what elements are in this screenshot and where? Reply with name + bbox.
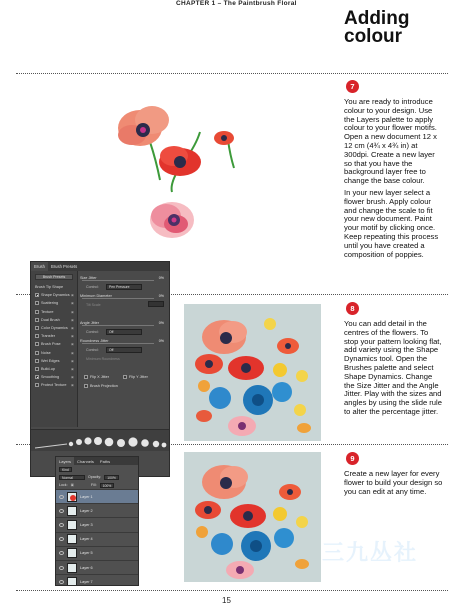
control-dropdown[interactable]: Off (106, 347, 142, 353)
size-jitter-row (80, 273, 168, 282)
checkbox[interactable] (35, 293, 39, 297)
brush-option[interactable] (31, 316, 77, 324)
visibility-eye-icon[interactable] (59, 580, 64, 584)
lock-icon: ▣ (70, 301, 74, 306)
lock-label: Lock: (59, 483, 68, 487)
layers-panel-tabs (56, 457, 138, 465)
control-label: Control: (86, 329, 99, 334)
brush-option[interactable] (31, 340, 77, 348)
lock-icon: ▣ (70, 383, 74, 388)
min-diameter-label: Minimum Diameter (80, 293, 112, 298)
brush-option-label: Protect Texture (41, 383, 67, 388)
tab-brush[interactable]: Brush (31, 262, 48, 271)
roundness-control-row (80, 345, 168, 354)
layers-panel-screenshot (55, 456, 139, 586)
brush-options-list (31, 271, 78, 427)
brush-projection-row (80, 381, 168, 390)
layer-row[interactable] (56, 517, 138, 531)
size-jitter-label: Size Jitter (80, 275, 97, 280)
min-diameter-value: 0% (158, 293, 164, 298)
step-7-text (344, 98, 444, 262)
layer-name: Layer 6 (80, 565, 93, 570)
fill-label: Fill: (91, 483, 97, 487)
layers-filter-toolbar (56, 465, 138, 473)
size-jitter-slider[interactable] (82, 280, 154, 281)
divider (16, 73, 448, 74)
layer-name: Layer 7 (80, 579, 93, 584)
kind-filter-dropdown[interactable]: Kind (59, 467, 72, 472)
opacity-label: Opacity: (88, 475, 102, 479)
roundness-jitter-row (80, 336, 168, 345)
flip-x-label: Flip X Jitter (90, 374, 109, 379)
layer-name: Layer 3 (80, 522, 93, 527)
checkbox[interactable] (35, 326, 39, 330)
brush-option[interactable] (31, 332, 77, 340)
brush-option[interactable] (31, 283, 77, 291)
lock-icon: ▣ (70, 350, 74, 355)
visibility-eye-icon[interactable] (59, 509, 64, 513)
opacity-field[interactable]: 100% (104, 475, 119, 480)
brush-option[interactable] (31, 308, 77, 316)
checkbox[interactable] (35, 359, 39, 363)
divider (171, 444, 448, 445)
lock-icon: ▣ (70, 334, 74, 339)
tilt-scale-field[interactable] (148, 301, 164, 307)
visibility-eye-icon[interactable] (59, 551, 64, 555)
fill-field[interactable]: 100% (100, 483, 115, 488)
divider (16, 444, 30, 445)
lock-icon: ▣ (70, 366, 74, 371)
divider (16, 590, 448, 591)
control-row (80, 282, 168, 291)
lock-icon: ▣ (70, 375, 74, 380)
layer-name: Layer 1 (80, 494, 93, 499)
spacer-row (80, 309, 168, 318)
lock-icon[interactable]: ▣ (70, 483, 74, 487)
visibility-eye-icon[interactable] (59, 495, 64, 499)
checkbox[interactable] (84, 375, 88, 379)
brush-option-label: Dual Brush (41, 317, 60, 322)
layer-thumbnail (67, 492, 77, 502)
step-number-badge: 8 (346, 302, 359, 315)
flower-pattern-image (184, 304, 321, 441)
tab-layers[interactable]: Layers (56, 457, 74, 465)
control-dropdown[interactable]: Off (106, 329, 142, 335)
brush-option[interactable] (31, 357, 77, 365)
roundness-jitter-slider[interactable] (82, 343, 154, 344)
running-head: CHAPTER 1 – The Paintbrush Floral (176, 0, 297, 7)
layers-blend-toolbar (56, 473, 138, 481)
step-paragraph: In your new layer select a flower brush. Apply colour and change the scale to fit your new document. Paint your motif by clicking once. Keep repeating this process until you have created a composition of poppies. (344, 187, 439, 259)
roundness-jitter-value: 0% (158, 338, 164, 343)
brush-option[interactable] (31, 381, 77, 389)
layer-row[interactable] (56, 574, 138, 586)
lock-icon: ▣ (70, 309, 74, 314)
brush-stroke-preview (31, 429, 170, 451)
brush-option-label: Scattering (41, 301, 59, 306)
layer-thumbnail (67, 520, 77, 530)
layer-thumbnail (67, 548, 77, 558)
brush-stroke-preview-art (31, 430, 170, 452)
control-label: Control: (86, 284, 99, 289)
brush-option-label: Build-up (41, 366, 55, 371)
page-number: 15 (222, 596, 231, 605)
brush-projection-label: Brush Projection (90, 383, 118, 388)
page-title: Adding colour (344, 8, 410, 47)
layer-row[interactable] (56, 503, 138, 517)
layer-name: Layer 5 (80, 551, 93, 556)
checkbox[interactable] (35, 351, 39, 355)
brush-option-label: Wet Edges (41, 358, 60, 363)
step-number-badge: 7 (346, 80, 359, 93)
step-paragraph: Create a new layer for every flower to build your design so you can edit at any time. (344, 469, 443, 496)
divider (171, 294, 448, 295)
brush-presets-button[interactable]: Brush Presets (35, 274, 73, 280)
brush-option[interactable] (31, 365, 77, 373)
step-paragraph: You are ready to introduce colour to your design. Use the Layers palette to apply colour to your flower motifs. Open a new document 12 x 12 cm (4¾ x 4¾ in) at 300dpi. Create a new layer so that you have the background layer free to change the base colour. (344, 97, 437, 186)
angle-jitter-label: Angle Jitter (80, 320, 99, 325)
visibility-eye-icon[interactable] (59, 537, 64, 541)
angle-jitter-row (80, 318, 168, 327)
checkbox[interactable] (35, 383, 39, 387)
lock-icon: ▣ (70, 317, 74, 322)
layer-thumbnail (67, 563, 77, 573)
roundness-jitter-label: Roundness Jitter (80, 338, 109, 343)
checkbox[interactable] (35, 310, 39, 314)
brush-option-label: Shape Dynamics (41, 293, 70, 298)
control-dropdown[interactable]: Pen Pressure (106, 284, 142, 290)
brush-option[interactable] (31, 324, 77, 332)
angle-jitter-slider[interactable] (82, 325, 154, 326)
checkbox[interactable] (35, 375, 39, 379)
step-number-badge: 9 (346, 452, 359, 465)
angle-control-row (80, 327, 168, 336)
lock-icon: ▣ (70, 358, 74, 363)
tab-paths[interactable]: Paths (99, 459, 111, 464)
brush-option-label: Brush Pose (41, 342, 61, 347)
brush-option-label: Color Dynamics (41, 326, 68, 331)
brush-option-label: Smoothing (41, 375, 60, 380)
visibility-eye-icon[interactable] (59, 523, 64, 527)
checkbox[interactable] (35, 367, 39, 371)
layer-row[interactable] (56, 489, 138, 503)
step-9-text (344, 470, 444, 499)
min-diameter-slider[interactable] (82, 298, 154, 299)
flower-pattern-art (184, 452, 321, 582)
brush-panel-tabs (31, 262, 169, 271)
min-diameter-row (80, 291, 168, 300)
tilt-scale-label: Tilt Scale (86, 302, 101, 307)
tilt-scale-row (80, 300, 168, 309)
layers-lock-toolbar (56, 481, 138, 489)
control-label: Control: (86, 347, 99, 352)
checkbox[interactable] (35, 342, 39, 346)
lock-icon: ▣ (70, 342, 74, 347)
brush-panel-screenshot (30, 261, 170, 477)
min-roundness-row (80, 354, 168, 363)
tab-brush-presets[interactable]: Brush Presets (50, 264, 78, 269)
angle-jitter-value: 0% (158, 320, 164, 325)
layer-row[interactable] (56, 560, 138, 574)
flip-row (80, 372, 168, 381)
layer-thumbnail (67, 577, 77, 586)
visibility-eye-icon[interactable] (59, 566, 64, 570)
shape-dynamics-settings (80, 273, 168, 390)
brush-option-label: Texture (41, 309, 54, 314)
layer-row[interactable] (56, 546, 138, 560)
step-paragraph: You can add detail in the centres of the flowers. To stop your pattern looking flat, add variety using the Shape Dynamics tool. Open the Brushes palette and select Shape Dynamics. Change the Size Jitter and the Angle Jitter. Play with the sizes and angles by using the slide rule to alter the percentage jitter. (344, 319, 442, 416)
spacer-row (80, 363, 168, 372)
min-roundness-label: Minimum Roundness (86, 356, 120, 361)
brush-option[interactable] (31, 299, 77, 307)
layer-thumbnail (67, 534, 77, 544)
brush-option[interactable] (31, 373, 77, 381)
layer-name: Layer 4 (80, 537, 93, 542)
flower-pattern-image (184, 452, 321, 582)
brush-option[interactable] (31, 349, 77, 357)
checkbox[interactable] (84, 384, 88, 388)
flip-y-label: Flip Y Jitter (129, 374, 148, 379)
step-8-text (344, 320, 444, 420)
tab-channels[interactable]: Channels (77, 459, 94, 464)
divider (16, 294, 30, 295)
layer-name: Layer 2 (80, 508, 93, 513)
checkbox[interactable] (35, 301, 39, 305)
brush-option-label: Brush Tip Shape (35, 285, 64, 290)
lock-icon: ▣ (70, 293, 74, 298)
brush-option-label: Transfer (41, 334, 55, 339)
brush-option-label: Noise (41, 350, 51, 355)
layer-thumbnail (67, 506, 77, 516)
watermark: 三九丛社 (322, 540, 419, 565)
size-jitter-value: 0% (158, 275, 164, 280)
checkbox[interactable] (35, 334, 39, 338)
flower-pattern-art (184, 304, 321, 441)
lock-icon: ▣ (70, 326, 74, 331)
checkbox[interactable] (35, 318, 39, 322)
brush-option[interactable] (31, 291, 77, 299)
blend-mode-dropdown[interactable]: Normal (59, 475, 85, 480)
layer-row[interactable] (56, 532, 138, 546)
poppy-motif-illustration (110, 100, 240, 245)
checkbox[interactable] (123, 375, 127, 379)
